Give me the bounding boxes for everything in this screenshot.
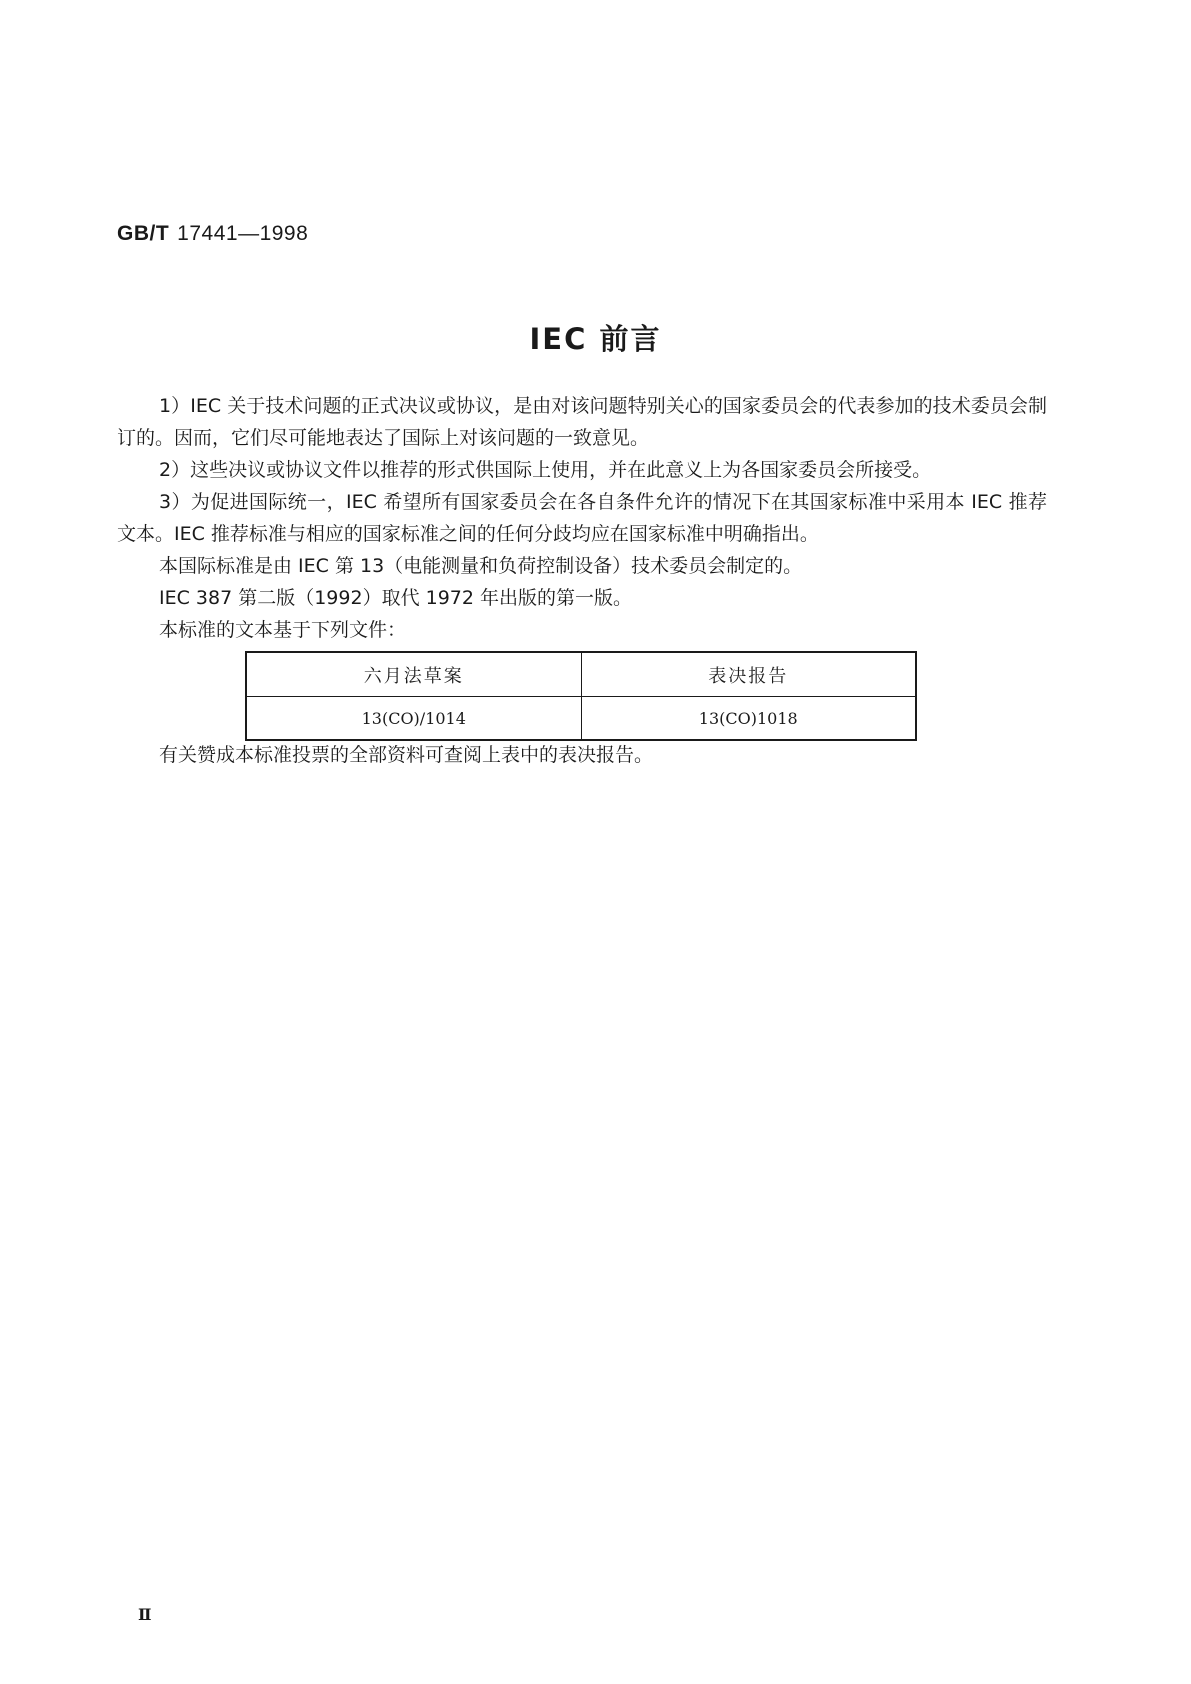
paragraph-2: 2）这些决议或协议文件以推荐的形式供国际上使用，并在此意义上为各国家委员会所接受。 [159, 459, 932, 481]
paragraph-3: 3）为促进国际统一，IEC 希望所有国家委员会在各自条件允许的情况下在其国家标准中采用本 IEC 推荐文本。IEC 推荐标准与相应的国家标准之间的任何分歧均应在国家标准中明确指出。 [117, 491, 1047, 545]
paragraph-6: 本标准的文本基于下列文件： [159, 619, 407, 641]
table-row [246, 697, 916, 741]
table-header-row [246, 652, 916, 697]
paragraph-1: 1）IEC 关于技术问题的正式决议或协议，是由对该问题特别关心的国家委员会的代表参加的技术委员会制订的。因而，它们尽可能地表达了国际上对该问题的一致意见。 [117, 395, 1047, 449]
table-header-draft: 六月法草案 [246, 652, 581, 697]
table-header-vote-report: 表决报告 [581, 652, 916, 697]
documents-table [245, 651, 917, 741]
table-cell-draft: 13(CO)/1014 [246, 697, 581, 741]
preface-body [117, 390, 1047, 646]
paragraph-5: IEC 387 第二版（1992）取代 1972 年出版的第一版。 [159, 587, 633, 609]
page-title: IEC 前言 [529, 322, 662, 356]
paragraph-4: 本国际标准是由 IEC 第 13（电能测量和负荷控制设备）技术委员会制定的。 [159, 555, 803, 577]
page-number: Ⅱ [138, 1605, 152, 1624]
standard-code [117, 222, 308, 246]
standard-code-prefix: GB/T [117, 222, 170, 245]
closing-paragraph: 有关赞成本标准投票的全部资料可查阅上表中的表决报告。 [159, 744, 654, 766]
standard-code-number: 17441—1998 [177, 222, 309, 245]
table-cell-vote-report: 13(CO)1018 [581, 697, 916, 741]
